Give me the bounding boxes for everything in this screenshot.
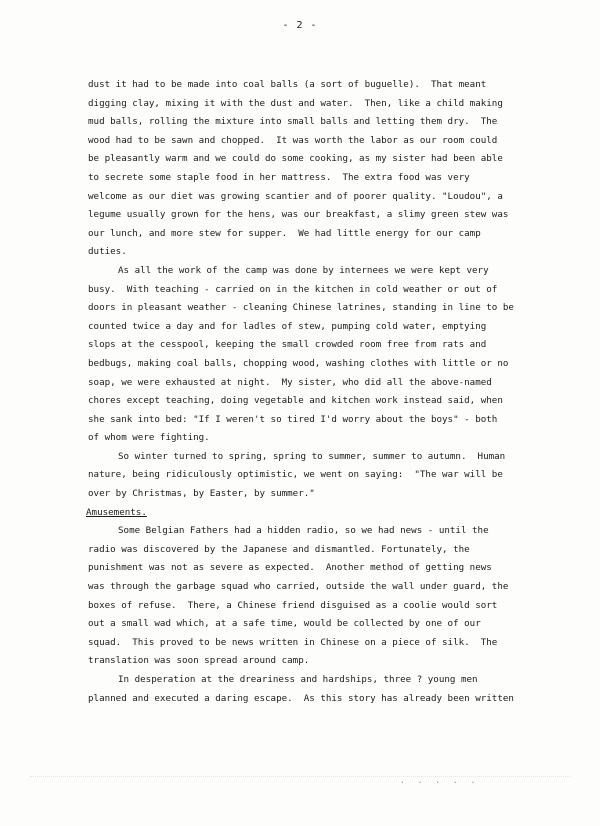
paragraph-start-line: In desperation at the dreariness and hardships, three ? young men [118,674,478,685]
text-line: punishment was not as severe as expected. Another method of getting news [88,562,492,574]
text-line: busy. With teaching - carried on in the kitchen in cold weather or out of [88,283,498,295]
text-line: counted twice a day and for ladles of stew, pumping cold water, emptying [88,320,487,332]
text-line: of whom were fighting. [88,432,210,444]
text-line: bedbugs, making coal balls, chopping wood, washing clothes with little or no [88,357,509,369]
text-line: wood had to be sawn and chopped. It was worth the labor as our room could [88,134,498,146]
body-text [88,76,588,708]
paragraph-start-line: Some Belgian Fathers had a hidden radio, so we had news - until the [118,525,489,537]
page-number: - 2 - [282,20,318,31]
text-line: slops at the cesspool, keeping the small crowded room free from rats and [88,339,487,351]
text-line: translation was soon spread around camp. [88,655,310,667]
text-line: to secrete some staple food in her mattress. The extra food was very [88,171,470,183]
text-line: digging clay, mixing it with the dust and water. Then, like a child making [88,97,503,109]
text-line: boxes of refuse. There, a Chinese friend disguised as a coolie would sort [88,599,498,611]
text-line: radio was discovered by the Japanese and dismantled. Fortunately, the [88,543,470,555]
text-line: she sank into bed: "If I weren't so tired I'd worry about the boys" - both [88,413,498,425]
text-line: nature, being ridiculously optimistic, we went on saying: "The war will be [88,469,503,481]
text-line: chores except teaching, doing vegetable and kitchen work instead said, when [88,395,503,407]
text-line: out a small wad which, at a safe time, would be collected by one of our [88,618,481,630]
text-line: be pleasantly warm and we could do some cooking, as my sister had been able [88,153,503,165]
text-line: dust it had to be made into coal balls (a sort of buguelle). That meant [88,79,487,90]
text-line: duties. [88,246,127,258]
text-line: legume usually grown for the hens, was our breakfast, a slimy green stew was [88,209,509,221]
text-line: was through the garbage squad who carried, outside the wall under guard, the [88,581,509,593]
text-line: welcome as our diet was growing scantier and of poorer quality. "Loudou", a [88,190,503,202]
text-line: over by Christmas, by Easter, by summer." [88,488,315,500]
paragraph-start-line: As all the work of the camp was done by internees we were kept very [118,264,489,276]
text-line: doors in pleasant weather - cleaning Chinese latrines, standing in line to be [88,302,514,314]
text-line: mud balls, rolling the mixture into small balls and letting them dry. The [88,116,498,128]
text-line: our lunch, and more stew for supper. We had little energy for our camp [88,227,481,239]
paragraph-start-line: So winter turned to spring, spring to summer, summer to autumn. Human [118,450,506,462]
scan-artifact-dots: · · · · · [400,778,480,787]
text-line: squad. This proved to be news written in Chinese on a piece of silk. The [88,636,498,648]
scan-artifact-line [30,776,570,783]
section-heading: Amusements. [86,506,147,518]
text-line: soap, we were exhausted at night. My sister, who did all the above-named [88,376,492,388]
text-line: planned and executed a daring escape. As this story has already been written [88,692,514,704]
